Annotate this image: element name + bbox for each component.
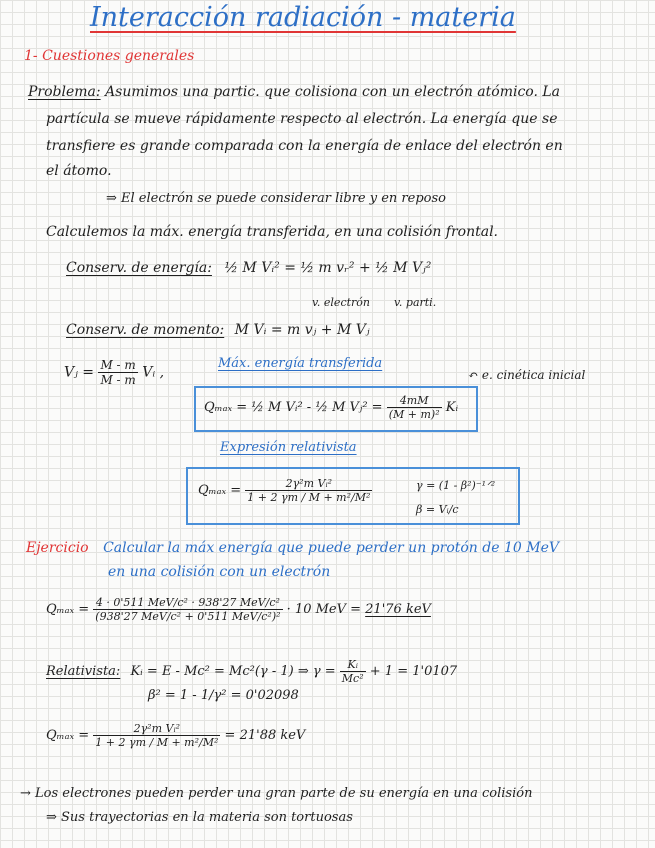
conclusion-line-2: ⇒ Sus trayectorias en la materia son tortuosas (46, 810, 353, 825)
vf-fraction (98, 358, 137, 387)
problem-line-3: transfiere es grande comparada con la energía de enlace del electrón en (46, 138, 563, 154)
qmax-relativistic-den: 1 + 2 γm / M + m²/M² (247, 491, 371, 504)
rel-frac-num: Kᵢ (340, 658, 366, 672)
calc-line: Calculemos la máx. energía transferida, en una colisión frontal. (46, 224, 498, 240)
section-heading (24, 48, 194, 64)
kinetic-note-text: e. cinética inicial (481, 368, 586, 382)
qcalc-rhs: · 10 MeV = (286, 602, 362, 617)
beta-definition: β = Vᵢ/c (416, 503, 459, 516)
implication-line: ⇒ El electrón se puede considerar libre y en reposo (106, 191, 446, 206)
qcalc-den: (938'27 MeV/c² + 0'511 MeV/c²)² (95, 610, 281, 623)
qrel-fraction (93, 722, 220, 749)
qmax-relativistic-lhs: Qₘₐₓ = (198, 483, 242, 498)
max-energy-label: Máx. energía transferida (218, 356, 383, 371)
relativista-label: Relativista: (46, 664, 121, 679)
vf-numerator: M - m (100, 358, 136, 372)
qmax-classical-num: 4mM (387, 394, 442, 408)
rel-frac-den: Mc² (341, 672, 364, 685)
page-title: Interacción radiación - materia (90, 2, 516, 33)
relativista-line-1 (46, 658, 457, 685)
vf-lhs: Vⱼ = (64, 364, 94, 381)
exercise-text-2: en una colisión con un electrón (108, 564, 331, 580)
problem-text-1: Asumimos una partic. que colisiona con un electrón atómico. La (105, 84, 561, 100)
relativista-line-2: β² = 1 - 1/γ² = 0'02098 (148, 688, 299, 703)
energy-label: Conserv. de energía: (66, 260, 212, 276)
vf-rhs: Vᵢ , (142, 364, 165, 381)
kinetic-energy-note: ↶ e. cinética inicial (468, 368, 586, 382)
problem-line-2: partícula se mueve rápidamente respecto al electrón. La energía que se (46, 111, 558, 127)
rel-line1-end: + 1 = 1'0107 (369, 664, 458, 679)
vf-denominator: M - m (100, 373, 136, 387)
problem-line-1 (28, 84, 560, 100)
qmax-classical-den: (M + m)² (388, 408, 440, 421)
qmax-classical-rhs: Kᵢ (445, 400, 459, 415)
annotation-v-parti: v. parti. (394, 296, 437, 309)
energy-conservation (66, 260, 431, 276)
momentum-conservation (66, 322, 370, 338)
exercise-label: Ejercicio (26, 540, 89, 556)
qmax-relativistic-calc (46, 722, 305, 749)
problem-line-4: el átomo. (46, 163, 112, 179)
qcalc-fraction (93, 596, 282, 623)
qmax-relativistic-fraction (245, 477, 372, 504)
qcalc-num: 4 · 0'511 MeV/c² · 938'27 MeV/c² (93, 596, 282, 610)
exercise-text-1: Calcular la máx energía que puede perder un protón de 10 MeV (103, 540, 559, 556)
problem-label: Problema: (28, 84, 101, 100)
vf-expression (64, 358, 164, 387)
qmax-box-classical (194, 386, 478, 432)
qmax-classical (204, 394, 458, 421)
qmax-calculation (46, 596, 431, 623)
qcalc-result: 21'76 keV (365, 602, 431, 617)
exercise-heading (26, 540, 559, 556)
rel-fraction (340, 658, 366, 685)
qrel-num: 2γ²m Vᵢ² (93, 722, 220, 736)
momentum-label: Conserv. de momento: (66, 322, 225, 338)
qcalc-lhs: Qₘₐₓ = (46, 602, 90, 617)
qmax-box-relativistic (186, 467, 520, 525)
qrel-den: 1 + 2 γm / M + m²/M² (95, 736, 219, 749)
qrel-rhs: = 21'88 keV (224, 728, 306, 743)
momentum-equation: M Vᵢ = m vⱼ + M Vⱼ (234, 322, 370, 338)
qmax-classical-fraction (387, 394, 442, 421)
conclusion-line-1: → Los electrones pueden perder una gran parte de su energía en una colisión (20, 786, 533, 801)
qmax-classical-lhs: Qₘₐₓ = ½ M Vᵢ² - ½ M Vⱼ² = (204, 400, 383, 415)
gamma-definition: γ = (1 - β²)⁻¹ᐟ² (416, 479, 496, 492)
rel-line1-text: Kᵢ = E - Mc² = Mc²(γ - 1) ⇒ γ = (130, 664, 336, 679)
qrel-lhs: Qₘₐₓ = (46, 728, 90, 743)
energy-equation: ½ M Vᵢ² = ½ m vᵣ² + ½ M Vⱼ² (224, 260, 432, 276)
relativistic-label: Expresión relativista (220, 440, 357, 455)
qmax-relativistic-num: 2γ²m Vᵢ² (245, 477, 372, 491)
section-heading-text: 1- Cuestiones generales (24, 48, 195, 64)
qmax-relativistic (198, 477, 372, 504)
annotation-v-electron: v. electrón (312, 296, 370, 309)
